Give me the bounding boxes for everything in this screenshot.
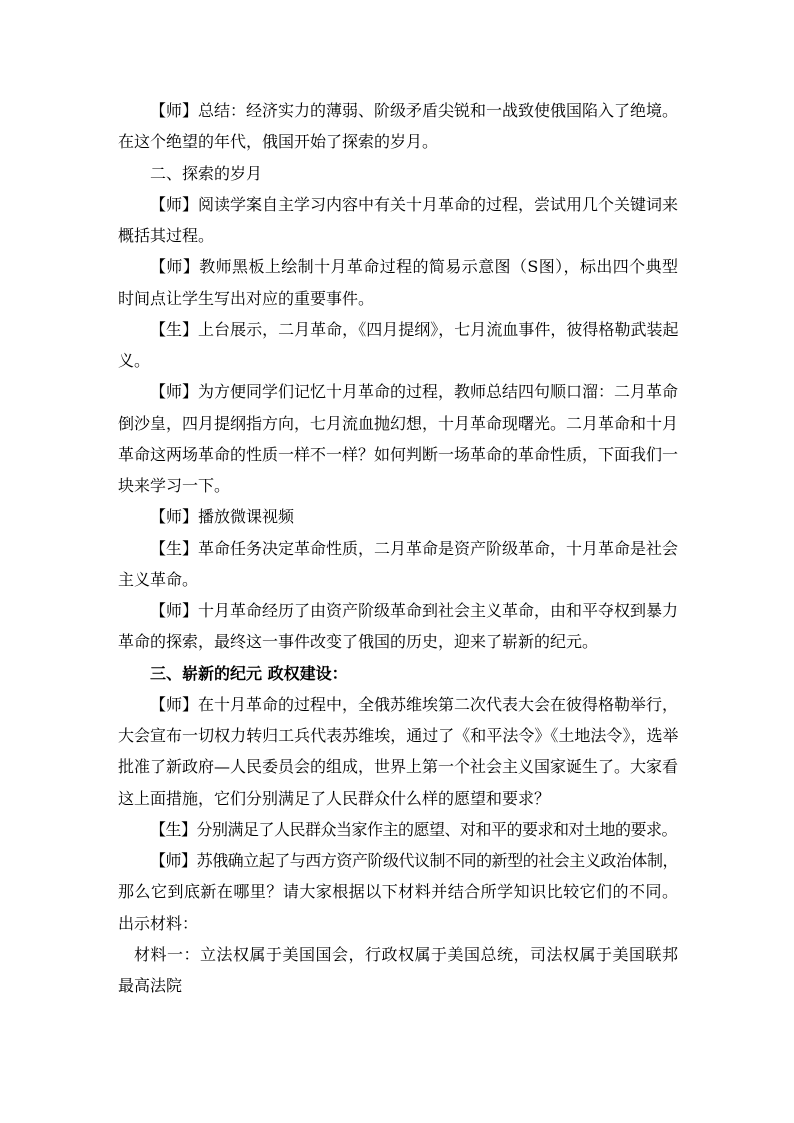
document-page	[118, 95, 678, 1001]
paragraph	[118, 939, 678, 1002]
section-heading	[118, 658, 678, 689]
text-line: 【师】苏俄确立起了与西方资产阶级代议制不同的新型的社会主义政治体制，	[150, 851, 678, 870]
text-line: 那么它到底新在哪里？请大家根据以下材料并结合所学知识比较它们的不同。	[118, 882, 678, 902]
paragraph	[118, 314, 678, 377]
text-line: 【师】十月革命经历了由资产阶级革命到社会主义革命，由和平夺权到暴力	[150, 601, 679, 620]
text-line: 批准了新政府—人民委员会的组成，世界上第一个社会主义国家诞生了。大家看	[118, 757, 679, 777]
text-line: 倒沙皇，四月提纲指方向，七月流血抛幻想，十月革命现曙光。二月革命和十月	[118, 413, 679, 433]
text-line: 【师】总结：经济实力的薄弱、阶级矛盾尖锐和一战致使俄国陷入了绝境。	[150, 101, 679, 120]
paragraph	[118, 501, 678, 532]
text-line: 【生】上台展示，二月革命，《四月提纲》，七月流血事件，彼得格勒武装起	[150, 319, 678, 339]
text-line: 块来学习一下。	[118, 476, 231, 495]
section-heading	[118, 158, 678, 189]
text-line: 【生】革命任务决定革命性质，二月革命是资产阶级革命，十月革命是社会	[150, 538, 679, 558]
paragraph	[118, 251, 678, 314]
paragraph	[118, 595, 678, 658]
text-line: 材料一：立法权属于美国国会，行政权属于美国总统，司法权属于美国联邦	[134, 944, 678, 964]
paragraph	[118, 814, 678, 845]
section-heading-text: 三、崭新的纪元 政权建设：	[150, 663, 348, 683]
paragraph	[118, 533, 678, 596]
text-line: 义。	[118, 351, 151, 370]
paragraph	[118, 689, 678, 814]
text-line: 概括其过程。	[118, 226, 215, 245]
text-line: 主义革命。	[118, 569, 199, 589]
section-heading-text: 二、探索的岁月	[150, 163, 263, 183]
text-line: 【师】为方便同学们记忆十月革命的过程，教师总结四句顺口溜：二月革命	[150, 382, 679, 402]
text-line: 这上面措施，它们分别满足了人民群众什么样的愿望和要求？	[118, 788, 551, 808]
paragraph	[118, 376, 678, 501]
text-line: 时间点让学生写出对应的重要事件。	[118, 288, 375, 308]
paragraph	[118, 95, 678, 158]
text-line: 【师】播放微课视频	[150, 507, 295, 527]
text-line: 在这个绝望的年代，俄国开始了探索的岁月。	[118, 132, 439, 152]
text-line: 【师】教师黑板上绘制十月革命过程的简易示意图（S图），标出四个典型	[150, 257, 678, 277]
text-line: 出示材料：	[118, 913, 199, 933]
paragraph	[118, 189, 678, 252]
text-line: 【师】在十月革命的过程中，全俄苏维埃第二次代表大会在彼得格勒举行，	[150, 694, 679, 714]
text-line: 革命的探索，最终这一事件改变了俄国的历史，迎来了崭新的纪元。	[118, 632, 599, 652]
text-line: 大会宣布一切权力转归工兵代表苏维埃，通过了《和平法令》《土地法令》，选举	[118, 726, 678, 745]
text-line: 【生】分别满足了人民群众当家作主的愿望、对和平的要求和对土地的要求。	[150, 819, 678, 839]
text-line: 革命这两场革命的性质一样不一样？如何判断一场革命的革命性质，下面我们一	[118, 444, 679, 464]
text-line: 最高法院	[118, 976, 183, 995]
paragraph	[118, 845, 678, 939]
text-line: 【师】阅读学案自主学习内容中有关十月革命的过程，尝试用几个关键词来	[150, 194, 679, 214]
